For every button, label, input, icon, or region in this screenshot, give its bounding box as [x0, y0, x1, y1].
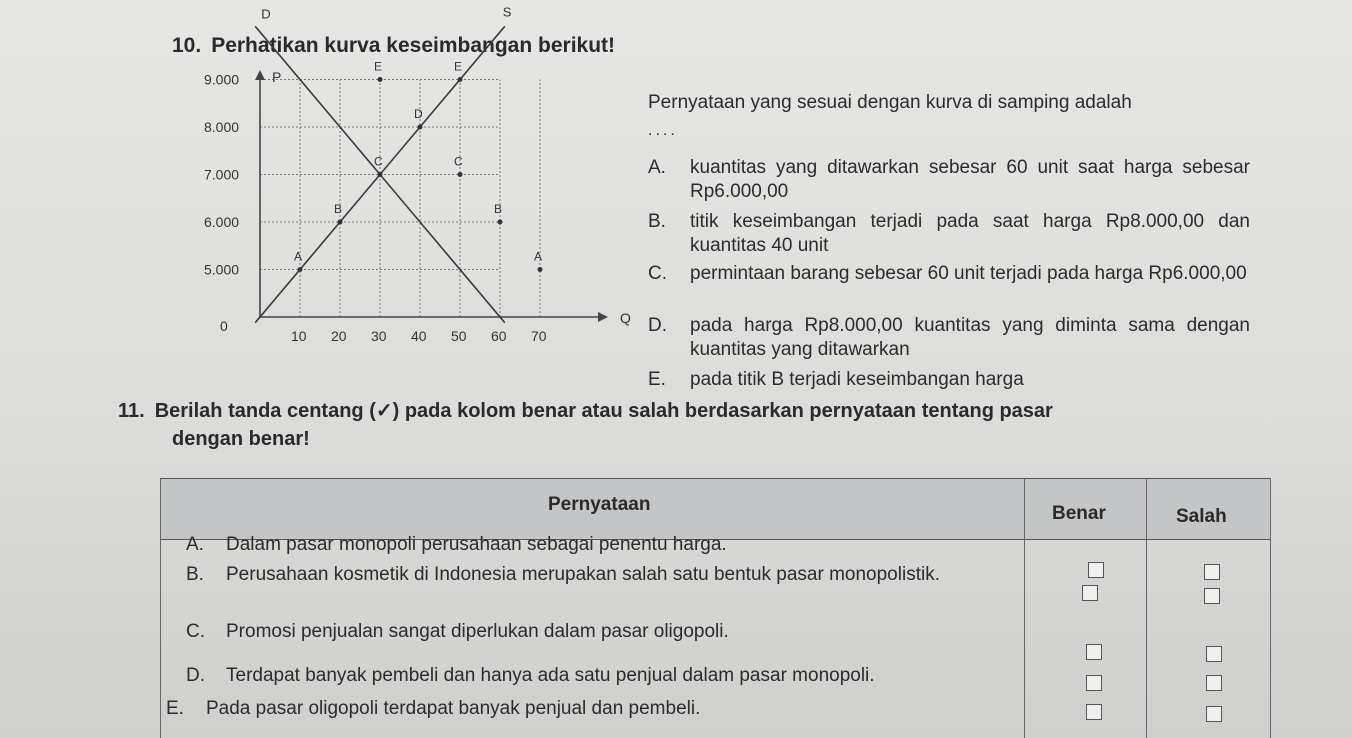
row-letter: A. — [186, 534, 204, 555]
x-tick-label: 20 — [331, 328, 347, 344]
row-letter: C. — [186, 621, 205, 642]
checkbox-true-d[interactable] — [1086, 675, 1102, 691]
checkbox-true-b[interactable] — [1082, 585, 1098, 601]
chart-curves — [255, 26, 542, 322]
question-10-stem — [648, 90, 1248, 129]
y-tick-label: 5.000 — [204, 261, 240, 278]
option-text: kuantitas yang ditawarkan sebesar 60 unit saat harga sebesar Rp6.000,00 — [690, 157, 1250, 202]
point-label: B — [334, 202, 343, 216]
point-marker — [338, 220, 343, 225]
header-statement: Pernyataan — [548, 494, 651, 515]
row-statement: Pada pasar oligopoli terdapat banyak penjual dan pembeli. — [206, 698, 701, 719]
point-marker — [498, 220, 503, 225]
table-border-right — [1270, 478, 1271, 738]
y-tick-label: 8.000 — [204, 119, 240, 135]
point-marker — [458, 172, 463, 177]
checkbox-true-a[interactable] — [1088, 562, 1104, 578]
header-false: Salah — [1176, 506, 1227, 527]
y-tick-label: 7.000 — [204, 166, 240, 183]
checkbox-true-e[interactable] — [1086, 704, 1102, 720]
question-text: Perhatikan kurva keseimbangan berikut! — [211, 34, 616, 57]
checkbox-false-d[interactable] — [1206, 675, 1222, 691]
option-letter: D. — [648, 315, 667, 336]
point-label: C — [374, 154, 383, 169]
option-text: pada titik B terjadi keseimbangan harga — [690, 369, 1024, 390]
row-statement: Terdapat banyak pembeli dan hanya ada satu penjual dalam pasar monopoli. — [226, 665, 875, 686]
option-letter: A. — [648, 157, 666, 178]
point-marker — [538, 267, 543, 272]
curve-label-d: D — [261, 6, 271, 22]
answer-blank: .... — [648, 122, 678, 139]
y-axis-arrow — [255, 70, 265, 80]
point-label: A — [294, 249, 303, 264]
point-marker — [458, 77, 463, 82]
checkbox-false-c[interactable] — [1206, 646, 1222, 662]
option-text: pada harga Rp8.000,00 kuantitas yang diminta sama dengan kuantitas yang ditawarkan — [690, 315, 1250, 360]
checkbox-false-b[interactable] — [1204, 588, 1220, 604]
x-tick-label: 70 — [531, 328, 547, 344]
chart-axes — [255, 70, 608, 322]
header-true: Benar — [1052, 503, 1106, 524]
x-axis-label: Q — [620, 310, 631, 326]
option-letter: B. — [648, 211, 666, 232]
y-axis-label: P — [272, 69, 282, 85]
checkbox-false-e[interactable] — [1206, 706, 1222, 722]
question-10-title — [172, 34, 615, 58]
table-border-left — [160, 478, 161, 738]
point-marker — [298, 267, 303, 272]
origin-label: 0 — [220, 318, 228, 334]
row-statement: Dalam pasar monopoli perusahaan sebagai penentu harga. — [226, 534, 727, 555]
x-tick-label: 30 — [371, 328, 387, 344]
option-text: permintaan barang sebesar 60 unit terjadi pada harga Rp6.000,00 — [690, 263, 1247, 284]
x-tick-label: 50 — [451, 328, 467, 344]
x-tick-label: 10 — [291, 328, 307, 344]
point-label: B — [494, 202, 503, 216]
row-letter: D. — [186, 665, 205, 686]
question-11-title-continued: dengan benar! — [172, 428, 310, 450]
question-number: 11. — [118, 400, 145, 422]
point-marker — [378, 172, 383, 177]
row-statement: Promosi penjualan sangat diperlukan dalam pasar oligopoli. — [226, 621, 729, 642]
option-text: titik keseimbangan terjadi pada saat harga Rp8.000,00 dan kuantitas 40 unit — [690, 211, 1250, 256]
x-tick-label: 40 — [411, 328, 427, 344]
checkbox-true-c[interactable] — [1086, 644, 1102, 660]
row-statement: Perusahaan kosmetik di Indonesia merupakan salah satu bentuk pasar monopolistik. — [226, 564, 940, 585]
question-11-title — [118, 398, 1053, 423]
option-letter: C. — [648, 263, 667, 284]
y-tick-label: 9.000 — [204, 71, 240, 88]
checkbox-false-a[interactable] — [1204, 564, 1220, 580]
y-tick-label: 6.000 — [204, 214, 240, 230]
table-divider — [1146, 478, 1147, 738]
question-stem: Pernyataan yang sesuai dengan kurva di samping adalah — [648, 92, 1132, 113]
question-number: 10. — [172, 34, 202, 57]
option-letter: E. — [648, 369, 666, 390]
point-label: D — [414, 107, 423, 121]
table-divider — [1024, 478, 1025, 738]
curve-label-s: S — [502, 4, 512, 20]
x-tick-label: 60 — [491, 328, 507, 344]
point-label: E — [454, 59, 463, 74]
point-marker — [418, 125, 423, 130]
point-label: C — [454, 154, 463, 169]
row-letter: B. — [186, 564, 204, 585]
row-letter: E. — [166, 698, 184, 719]
point-marker — [378, 77, 383, 82]
point-label: A — [534, 249, 543, 264]
x-axis-arrow — [598, 312, 608, 322]
point-label: E — [374, 59, 383, 74]
question-text: Berilah tanda centang (✓) pada kolom benar atau salah berdasarkan pernyataan tentang pasar — [154, 400, 1053, 422]
